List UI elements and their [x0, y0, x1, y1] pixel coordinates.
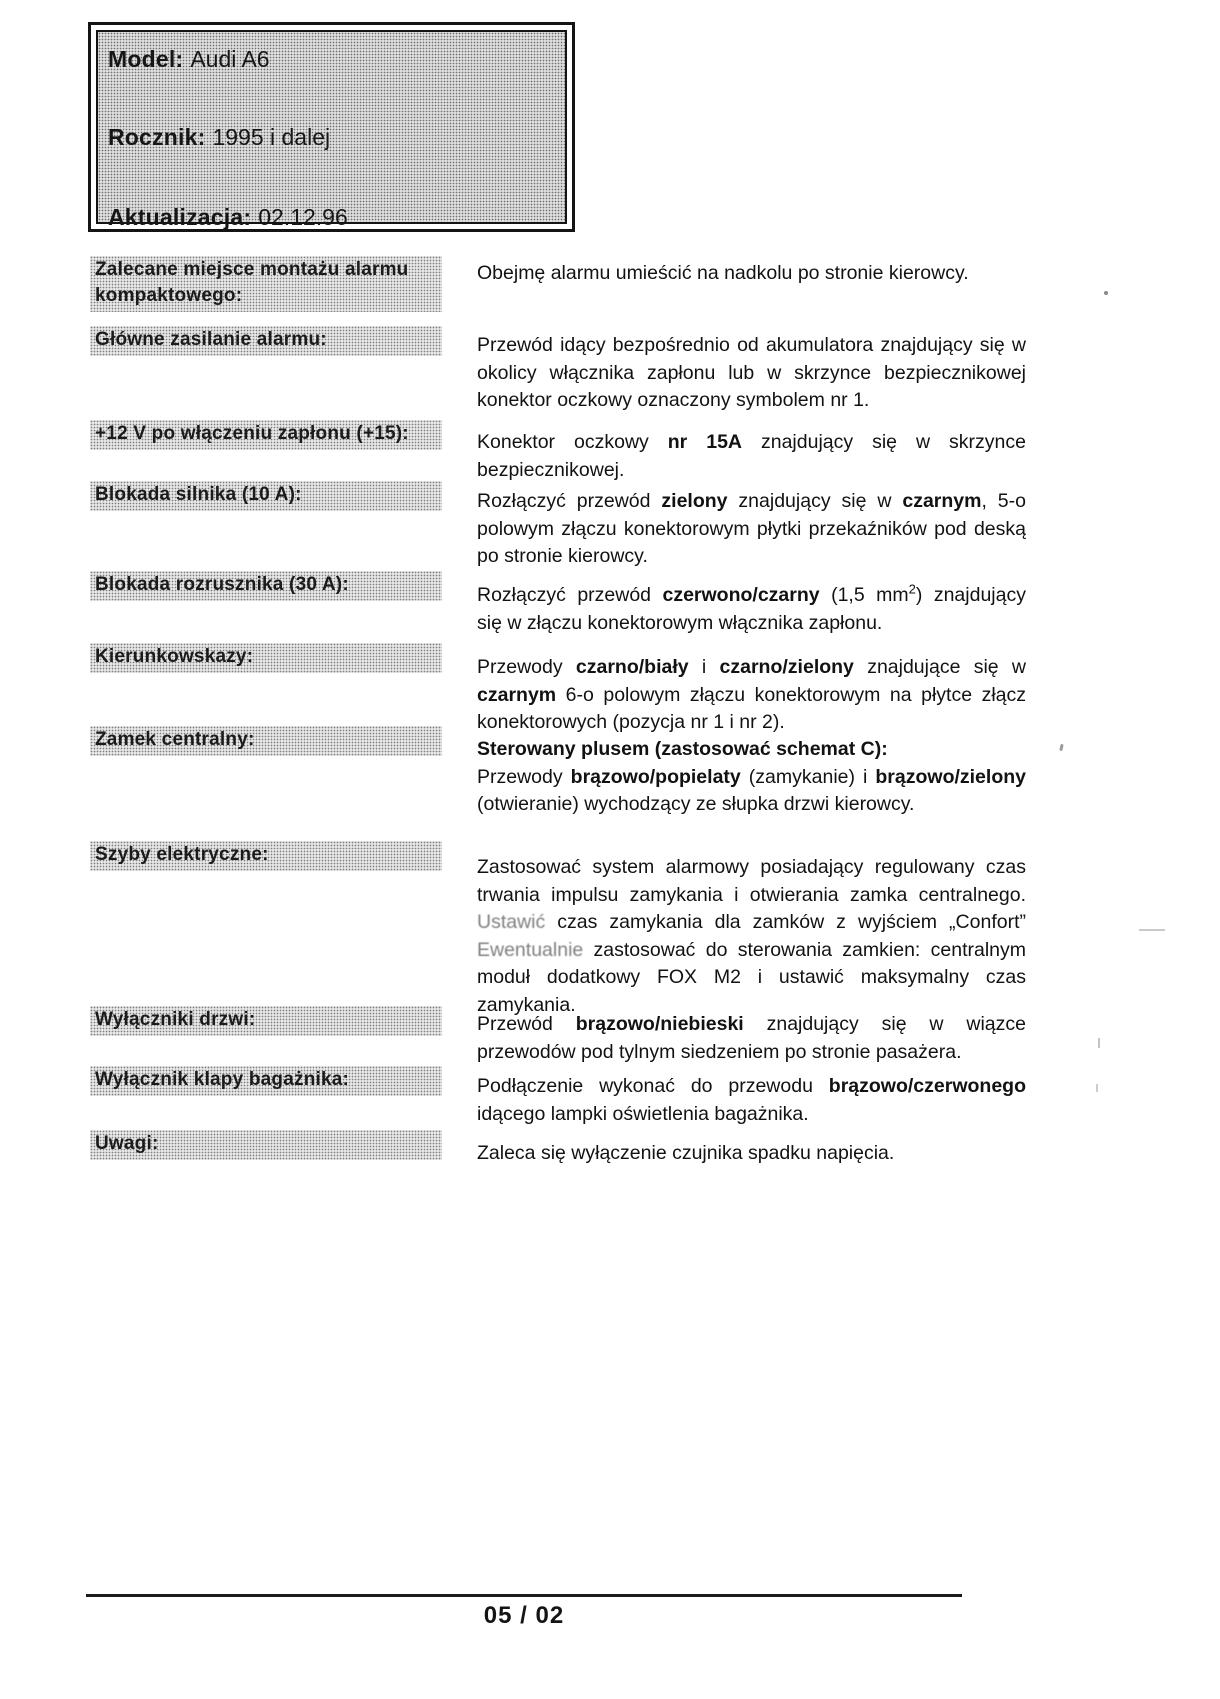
spec-content: Konektor oczkowy nr 15A znajdujący się w skrzynce bezpiecznikowej.	[477, 431, 1026, 481]
spec-label	[90, 643, 442, 673]
spec-content: Przewód idący bezpośrednio od akumulatora znajdujący się w okolicy włącznika zapłonu lub w skrzynce bezpiecznikowej konektor oczkowy oznaczony symbolem nr 1.	[477, 334, 1026, 411]
year-label: Rocznik:	[108, 124, 206, 150]
update-line	[108, 204, 565, 230]
vehicle-info-fill	[96, 30, 567, 230]
spec-content: Przewody czarno/biały i czarno/zielony znajdujące się w czarnym 6-o polowym złączu konektorowym na płytce złącz konektorowych (pozycja nr 1 i nr 2).	[477, 656, 1026, 733]
spec-label-text: Zamek centralny:	[95, 729, 255, 750]
spec-content: Rozłączyć przewód zielony znajdujący się w czarnym, 5-o polowym złączu konektorowym płytki przekaźników pod deską po stronie kierowcy.	[477, 490, 1026, 567]
spec-label	[90, 481, 442, 511]
scan-artifact	[1096, 1084, 1098, 1092]
spec-label	[90, 1130, 442, 1160]
spec-label	[90, 726, 442, 756]
scan-artifact	[1139, 929, 1165, 931]
spec-label-text: Kierunkowskazy:	[95, 646, 254, 667]
spec-content: Rozłączyć przewód czerwono/czarny (1,5 $mm^2$) znajdujący się w złączu konektorowym włącznika zapłonu.	[477, 581, 1026, 634]
spec-label	[90, 571, 442, 601]
year-line	[108, 124, 565, 150]
spec-label-text: Uwagi:	[95, 1133, 159, 1154]
scan-artifact	[1098, 1038, 1100, 1048]
model-label: Model:	[108, 46, 184, 72]
vehicle-info-box	[88, 22, 575, 232]
model-value: Audi A6	[190, 46, 270, 72]
spec-label-text: Główne zasilanie alarmu:	[95, 329, 327, 350]
spec-label	[90, 1006, 442, 1036]
scan-artifact	[1059, 744, 1063, 751]
spec-content: Zastosować system alarmowy posiadający regulowany czas trwania impulsu zamykania i otwierania zamka centralnego. Ustawić czas zamykania dla zamków z wyjściem „Confort” Ewentualnie zastosować do sterowania zamkien: centralnym moduł dodatkowy FOX M2 i ustawić maksymalny czas zamykania.	[477, 856, 1026, 1016]
spec-label	[90, 1066, 442, 1096]
spec-label-text: Blokada silnika (10 A):	[95, 484, 302, 505]
spec-label	[90, 420, 442, 450]
footer-rule	[86, 1594, 962, 1597]
spec-label-text: Wyłączniki drzwi:	[95, 1009, 256, 1030]
model-line	[108, 46, 565, 72]
spec-label-text: Wyłącznik klapy bagażnika:	[95, 1069, 350, 1090]
spec-content: Zaleca się wyłączenie czujnika spadku napięcia.	[477, 1142, 895, 1164]
spec-label-text: +12 V po włączeniu zapłonu (+15):	[95, 423, 409, 444]
update-label: Aktualizacja:	[108, 204, 252, 230]
spec-content: Przewód brązowo/niebieski znajdujący się w wiązce przewodów pod tylnym siedzeniem po stronie pasażera.	[477, 1013, 1026, 1063]
page-number: 05 / 02	[483, 1602, 565, 1629]
spec-label	[90, 326, 442, 356]
year-value: 1995 i dalej	[212, 124, 331, 150]
spec-content: Obejmę alarmu umieścić na nadkolu po stronie kierowcy.	[477, 262, 969, 284]
spec-label-text: Blokada rozrusznika (30 A):	[95, 574, 349, 595]
spec-content: Sterowany plusem (zastosować schemat C): Przewody brązowo/popielaty (zamykanie) i brązowo/zielony (otwieranie) wychodzący ze słupka drzwi kierowcy.	[477, 738, 1026, 815]
spec-label-text: Zalecane miejsce montażu alarmu kompaktowego:	[95, 259, 409, 306]
spec-label	[90, 256, 442, 312]
spec-content: Podłączenie wykonać do przewodu brązowo/czerwonego idącego lampki oświetlenia bagażnika.	[477, 1075, 1026, 1125]
spec-label	[90, 841, 442, 871]
scan-artifact	[1104, 291, 1108, 295]
spec-label-text: Szyby elektryczne:	[95, 844, 269, 865]
update-value: 02.12.96	[258, 204, 348, 230]
